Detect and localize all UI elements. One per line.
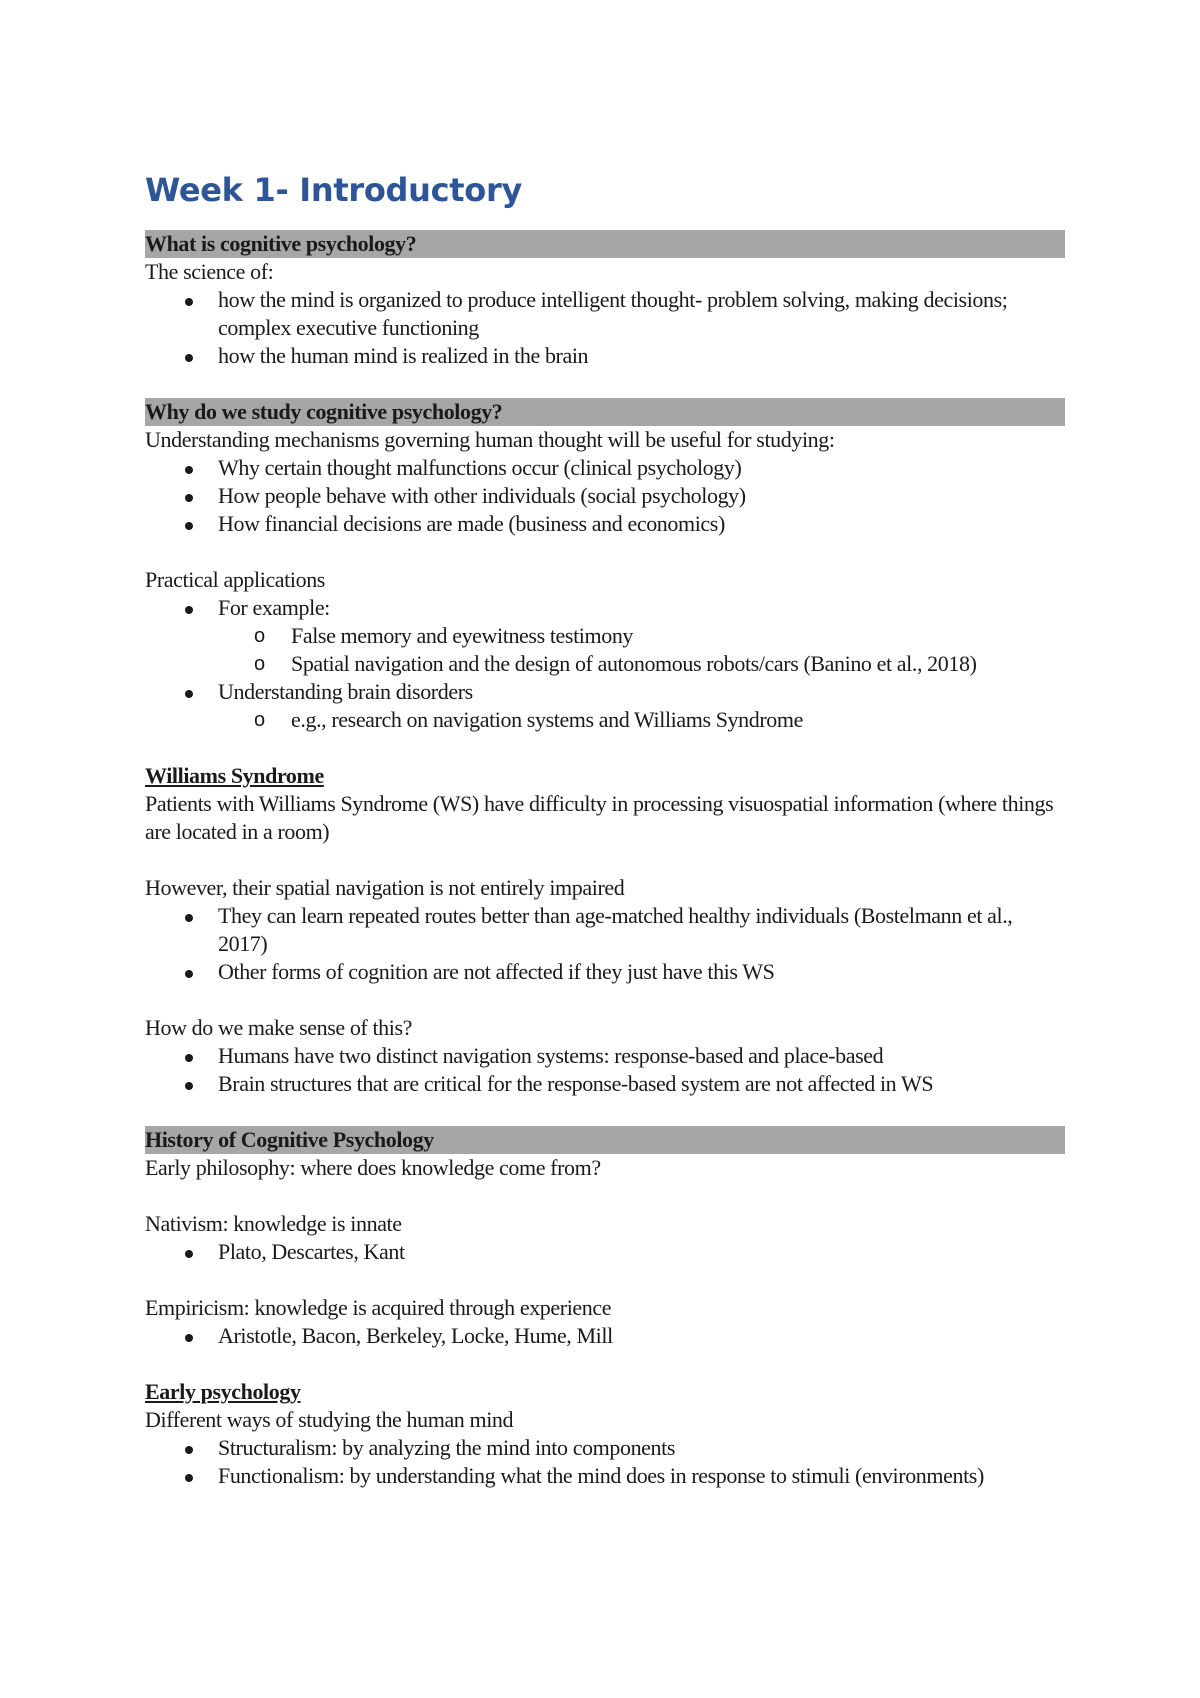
bullet-icon [185,914,193,922]
list-item: Plato, Descartes, Kant [145,1238,1065,1266]
paragraph: Different ways of studying the human mind [145,1407,514,1432]
list-item: how the human mind is realized in the brain [145,342,1065,370]
list-item: Functionalism: by understanding what the mind does in response to stimuli (environments) [145,1462,1065,1490]
paragraph: Empiricism: knowledge is acquired through experience [145,1295,612,1320]
list-item: Brain structures that are critical for the response-based system are not affected in WS [145,1070,1065,1098]
bullet-icon [185,1474,193,1482]
bullet-icon [185,690,193,698]
document-body [145,170,1065,1490]
paragraph: Patients with Williams Syndrome (WS) have difficulty in processing visuospatial information (where things are located in a room) [145,791,1054,844]
sub-list-item: o Spatial navigation and the design of autonomous robots/cars (Banino et al., 2018) [254,651,977,676]
bullet-icon [185,1334,193,1342]
bullet-icon [185,970,193,978]
bullet-list [145,454,1065,538]
subheading-williams-syndrome: Williams Syndrome [145,763,324,788]
sub-list-item: o False memory and eyewitness testimony [254,623,634,648]
list-item: Why certain thought malfunctions occur (clinical psychology) [145,454,1065,482]
bullet-icon [185,1082,193,1090]
paragraph: Practical applications [145,567,325,592]
circle-bullet-icon: o [254,625,265,647]
bullet-icon [185,466,193,474]
paragraph: The science of: [145,259,274,284]
circle-bullet-icon: o [254,653,265,675]
bullet-list [145,594,1065,734]
bullet-list [145,902,1065,986]
sub-list [218,706,1065,734]
paragraph: How do we make sense of this? [145,1015,412,1040]
section-heading-history: History of Cognitive Psychology [145,1126,1065,1154]
list-item: Understanding brain disorders o e.g., research on navigation systems and Williams Syndrome [145,678,1065,734]
bullet-icon [185,1054,193,1062]
bullet-list [145,1434,1065,1490]
list-item: Other forms of cognition are not affected if they just have this WS [145,958,1065,986]
bullet-icon [185,1250,193,1258]
list-item: How financial decisions are made (business and economics) [145,510,1065,538]
list-item: how the mind is organized to produce intelligent thought- problem solving, making decisions; complex executive functioning [145,286,1065,342]
bullet-list [145,1042,1065,1098]
page-title: Week 1- Introductory [145,171,523,209]
paragraph: Understanding mechanisms governing human thought will be useful for studying: [145,427,835,452]
subheading-early-psychology: Early psychology [145,1379,301,1404]
bullet-icon [185,606,193,614]
section-heading-why: Why do we study cognitive psychology? [145,398,1065,426]
list-item: For example: o False memory and eyewitness testimony o Spatial navigation and the design of autonomous robots/cars (Banino et al., 2018) [145,594,1065,678]
bullet-icon [185,1446,193,1454]
circle-bullet-icon: o [254,709,265,731]
paragraph: Early philosophy: where does knowledge come from? [145,1155,601,1180]
list-item: How people behave with other individuals (social psychology) [145,482,1065,510]
section-heading-what: What is cognitive psychology? [145,230,1065,258]
list-item: Structuralism: by analyzing the mind into components [145,1434,1065,1462]
sub-list [218,622,1065,678]
bullet-list [145,1322,1065,1350]
bullet-icon [185,494,193,502]
paragraph: However, their spatial navigation is not entirely impaired [145,875,625,900]
bullet-icon [185,354,193,362]
bullet-list [145,1238,1065,1266]
bullet-icon [185,298,193,306]
list-item: They can learn repeated routes better than age-matched healthy individuals (Bostelmann et al., 2017) [145,902,1065,958]
bullet-list [145,286,1065,370]
sub-list-item: o e.g., research on navigation systems and Williams Syndrome [254,707,803,732]
bullet-icon [185,522,193,530]
list-item: Humans have two distinct navigation systems: response-based and place-based [145,1042,1065,1070]
paragraph: Nativism: knowledge is innate [145,1211,402,1236]
list-item: Aristotle, Bacon, Berkeley, Locke, Hume, Mill [145,1322,1065,1350]
